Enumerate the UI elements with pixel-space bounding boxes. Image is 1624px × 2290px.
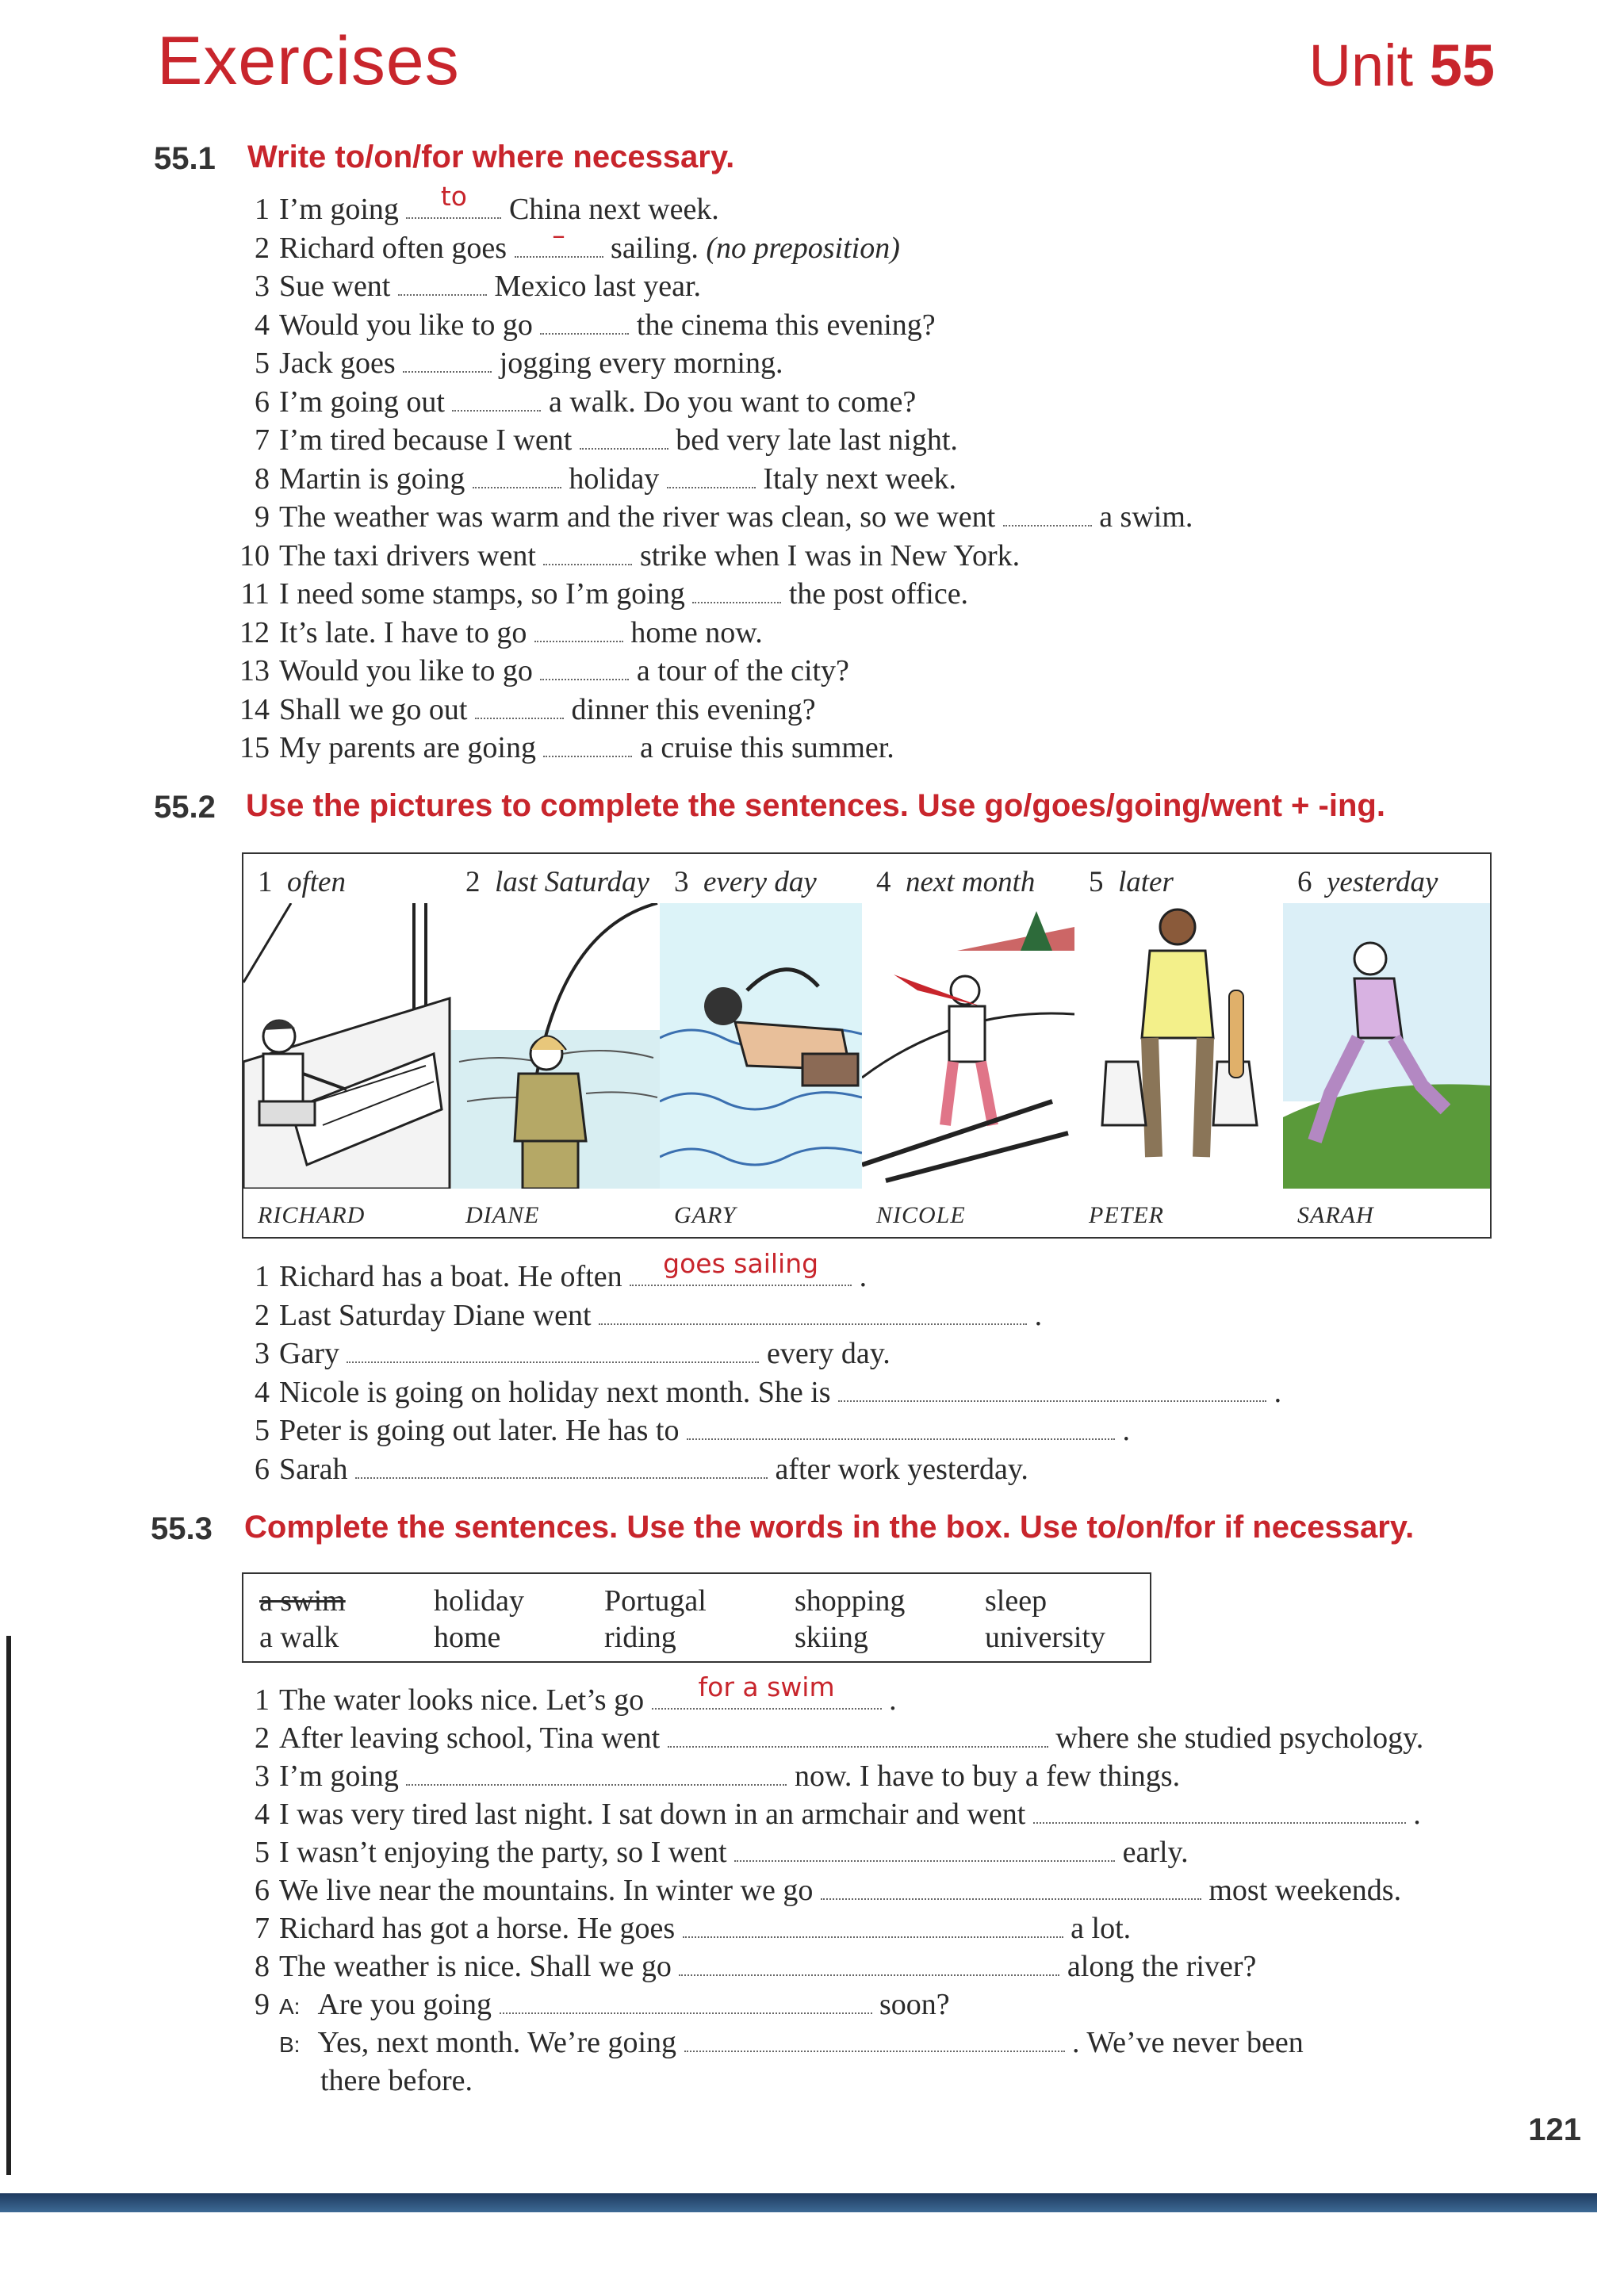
answer-blank[interactable] xyxy=(515,219,603,258)
answer-blank[interactable] xyxy=(355,1453,768,1479)
word-box-item: shopping xyxy=(795,1584,906,1618)
sentence-start: The weather is nice. Shall we go xyxy=(279,1950,672,1983)
item-number: 4 xyxy=(255,308,270,342)
sentence-start: Richard has got a horse. He goes xyxy=(279,1912,676,1945)
exercise-item xyxy=(255,383,917,421)
picture-sarah: 6 yesterday SARAH xyxy=(1283,854,1490,1237)
item-number: 9 xyxy=(255,500,270,534)
sentence-start: Yes, next month. We’re going xyxy=(317,2026,677,2059)
section-55-2-instruction: Use the pictures to complete the sentences. Use go/goes/going/went + -ing. xyxy=(246,788,1385,823)
sentence-end: a tour of the city? xyxy=(636,654,849,687)
exercise-item xyxy=(255,1986,950,2026)
sentence-end: a walk. Do you want to come? xyxy=(548,385,917,419)
section-55-3-instruction: Complete the sentences. Use the words in the box. Use to/on/for if necessary. xyxy=(244,1510,1415,1545)
exercise-item xyxy=(239,652,849,690)
sentence-start: I’m tired because I went xyxy=(279,423,573,457)
item-number: 10 xyxy=(239,538,270,572)
sentence-end: a lot. xyxy=(1071,1912,1132,1945)
item-number: 4 xyxy=(255,1798,270,1831)
answer-blank[interactable] xyxy=(500,1989,872,2014)
exercise-item xyxy=(239,537,1021,575)
item-number: 2 xyxy=(255,1721,270,1755)
item-number: 3 xyxy=(255,1337,270,1370)
item-number: 5 xyxy=(255,347,270,380)
exercise-item xyxy=(255,1450,1028,1488)
answer-blank[interactable] xyxy=(1003,501,1092,527)
sentence-end: jogging every morning. xyxy=(499,347,783,380)
exercise-item xyxy=(255,181,719,228)
sentence-end: . xyxy=(1274,1375,1282,1409)
answer-blank[interactable] xyxy=(821,1875,1201,1900)
picture-diane: 2 last Saturday DIANE xyxy=(451,854,661,1237)
sentence-start: Martin is going xyxy=(279,461,465,496)
answer-blank[interactable] xyxy=(684,2027,1065,2052)
sentence-end: . We’ve never been xyxy=(1072,2026,1304,2059)
item-number: 6 xyxy=(255,1452,270,1486)
answer-blank[interactable] xyxy=(580,424,668,450)
exercise-item xyxy=(255,306,936,344)
word-box-item: a swim xyxy=(259,1584,346,1618)
sentence-start: The taxi drivers went xyxy=(279,538,536,572)
sentence-start: I need some stamps, so I’m going xyxy=(279,577,685,611)
word-box-item: Portugal xyxy=(604,1584,707,1618)
exercise-item xyxy=(255,421,958,459)
sentence-end: Mexico last year. xyxy=(494,270,702,303)
item-number: 13 xyxy=(239,654,270,687)
exercise-item xyxy=(255,219,900,267)
exercise-item xyxy=(255,1719,1424,1757)
answer-blank[interactable] xyxy=(679,1951,1059,1976)
answer-blank[interactable] xyxy=(683,1913,1063,1938)
item-number: 2 xyxy=(255,1298,270,1332)
sentence-end: early. xyxy=(1122,1836,1189,1869)
answer-blank[interactable] xyxy=(599,1300,1027,1325)
answer-blank[interactable] xyxy=(403,347,492,373)
sentence-end: soon? xyxy=(879,1988,950,2021)
exercise-item xyxy=(255,1795,1421,1833)
answer-blank[interactable] xyxy=(687,1415,1115,1440)
item-number: 3 xyxy=(255,1760,270,1793)
item-number: 2 xyxy=(255,231,270,265)
sentence-end: now. I have to buy a few things. xyxy=(794,1760,1181,1793)
page-number: 121 xyxy=(1528,2112,1581,2147)
sentence-start: Nicole is going on holiday next month. She is xyxy=(279,1375,831,1409)
word-box-item: home xyxy=(434,1621,501,1654)
answer-blank[interactable] xyxy=(540,309,629,335)
answer-blank[interactable] xyxy=(473,463,561,488)
running-illustration xyxy=(1283,903,1490,1189)
sentence-end: dinner this evening? xyxy=(571,692,816,726)
sentence-start: Are you going xyxy=(317,1988,492,2021)
sentence-end: along the river? xyxy=(1067,1950,1257,1983)
sentence-start: After leaving school, Tina went xyxy=(279,1721,661,1755)
section-55-3-number: 55.3 xyxy=(151,1511,213,1546)
sentence-start: My parents are going xyxy=(279,731,536,764)
answer-blank[interactable] xyxy=(692,578,781,603)
sentence-start: Would you like to go xyxy=(279,654,533,687)
sentence-end: . xyxy=(859,1260,868,1293)
sentence-end: a cruise this summer. xyxy=(639,731,894,764)
handwritten-answer: to xyxy=(440,181,467,212)
answer-blank[interactable] xyxy=(475,694,564,719)
exercise-item xyxy=(255,267,702,305)
answer-blank[interactable] xyxy=(452,386,541,412)
speaker-label: B: xyxy=(279,2032,301,2057)
exercise-item xyxy=(239,614,763,652)
sentence-start: Jack goes xyxy=(279,347,396,380)
exercise-item xyxy=(255,1373,1282,1411)
sentence-start: Last Saturday Diane went xyxy=(279,1298,592,1332)
answer-blank[interactable] xyxy=(1033,1798,1406,1824)
exercise-item xyxy=(255,1248,868,1296)
sentence-start: Richard often goes xyxy=(279,231,508,265)
exercise-item xyxy=(279,2024,1304,2064)
speaker-label: A: xyxy=(279,1994,301,2019)
exercise-item xyxy=(255,1871,1402,1909)
handwritten-answer: – xyxy=(552,219,565,251)
sentence-start: Richard has a boat. He often xyxy=(279,1260,622,1293)
unit-label: Unit 55 xyxy=(1308,33,1495,98)
picture-nicole: 4 next month NICOLE xyxy=(862,854,1076,1237)
sentence-start: The water looks nice. Let’s go xyxy=(279,1683,645,1717)
sentence-end: strike when I was in New York. xyxy=(639,538,1021,572)
exercise-item xyxy=(239,729,894,767)
answer-blank[interactable] xyxy=(347,1338,759,1363)
sentence-end: . xyxy=(1122,1414,1130,1447)
skiing-illustration xyxy=(862,903,1074,1189)
answer-blank[interactable] xyxy=(667,463,756,488)
item-number: 9 xyxy=(255,1988,270,2021)
answer-blank[interactable] xyxy=(540,655,629,680)
word-box-item: holiday xyxy=(434,1584,524,1618)
exercise-item xyxy=(255,498,1193,536)
sentence-start: Shall we go out xyxy=(279,692,468,726)
item-number: 8 xyxy=(255,1950,270,1983)
picture-gary: 3 every day GARY xyxy=(660,854,864,1237)
word-box-item: sleep xyxy=(985,1584,1048,1618)
bottom-bar xyxy=(0,2193,1597,2212)
word-box xyxy=(242,1572,1151,1663)
item-number: 7 xyxy=(255,1912,270,1945)
word-box-item: riding xyxy=(604,1621,676,1654)
page-title: Exercises xyxy=(157,23,460,99)
sentence-start: It’s late. I have to go xyxy=(279,615,527,649)
item-number: 15 xyxy=(239,731,270,764)
answer-blank[interactable] xyxy=(543,732,632,757)
answer-blank[interactable] xyxy=(630,1248,852,1286)
exercise-item xyxy=(240,575,969,613)
sentence-start: Sarah xyxy=(279,1452,348,1486)
fishing-illustration xyxy=(451,903,660,1189)
sentence-end: Italy next week. xyxy=(763,461,957,496)
answer-blank[interactable] xyxy=(398,270,487,296)
sentence-end: after work yesterday. xyxy=(775,1452,1028,1486)
sentence-start: I’m going xyxy=(279,1760,399,1793)
sentence-end: the cinema this evening? xyxy=(636,308,936,342)
exercise-item xyxy=(255,1833,1189,1871)
item-number: 6 xyxy=(255,1874,270,1907)
item-number: 8 xyxy=(255,461,270,496)
shopping-illustration xyxy=(1074,903,1283,1189)
answer-blank[interactable] xyxy=(668,1722,1048,1748)
handwritten-answer: goes sailing xyxy=(663,1248,819,1279)
sentence-start: I’m going xyxy=(279,193,399,226)
sentence-start: I’m going out xyxy=(279,385,445,419)
sentence-end: . xyxy=(1034,1298,1043,1332)
answer-blank[interactable] xyxy=(838,1377,1266,1402)
exercise-item xyxy=(255,1672,897,1719)
sentence-start: Sue went xyxy=(279,270,391,303)
sentence-end: the post office. xyxy=(788,577,969,611)
picture-richard: 1 often RICHARD xyxy=(243,854,453,1237)
exercise-item xyxy=(255,460,957,498)
sentence-end: every day. xyxy=(766,1337,891,1370)
sentence-end: . xyxy=(889,1683,897,1717)
answer-blank[interactable] xyxy=(543,540,632,565)
word-box-item: a walk xyxy=(259,1621,339,1654)
exercise-item xyxy=(255,344,783,382)
sentence-continuation: there before. xyxy=(320,2064,473,2097)
sentence-end: a swim. xyxy=(1099,500,1193,534)
item-number: 5 xyxy=(255,1414,270,1447)
exercise-item xyxy=(255,1757,1181,1795)
answer-blank[interactable] xyxy=(406,1760,787,1786)
sentence-start: Peter is going out later. He has to xyxy=(279,1414,680,1447)
sentence-end: China next week. xyxy=(508,193,719,226)
answer-blank[interactable] xyxy=(534,617,623,642)
sentence-end: . xyxy=(1413,1798,1421,1831)
left-edge-bar xyxy=(6,1636,11,2175)
picture-peter: 5 later PETER xyxy=(1074,854,1285,1237)
item-number: 12 xyxy=(239,615,270,649)
item-number: 11 xyxy=(240,577,270,611)
answer-blank[interactable] xyxy=(734,1836,1115,1862)
section-55-1-number: 55.1 xyxy=(154,141,216,176)
swimming-illustration xyxy=(660,903,862,1189)
pictures-strip xyxy=(242,852,1492,1239)
sentence-start: We live near the mountains. In winter we go xyxy=(279,1874,814,1907)
exercise-item xyxy=(255,1411,1130,1449)
item-number: 7 xyxy=(255,423,270,457)
sailing-illustration xyxy=(243,903,451,1189)
item-number: 1 xyxy=(255,1683,270,1717)
exercise-item xyxy=(255,1296,1043,1335)
sentence-start: Would you like to go xyxy=(279,308,533,342)
note: (no preposition) xyxy=(706,231,900,265)
sentence-end: bed very late last night. xyxy=(676,423,958,457)
exercise-item xyxy=(255,1947,1257,1986)
item-number: 14 xyxy=(239,692,270,726)
exercise-item xyxy=(255,1909,1132,1947)
sentence-end: holiday xyxy=(569,461,660,496)
sentence-start: I wasn’t enjoying the party, so I went xyxy=(279,1836,727,1869)
item-number: 4 xyxy=(255,1375,270,1409)
sentence-start: The weather was warm and the river was clean, so we went xyxy=(279,500,996,534)
section-55-2-number: 55.2 xyxy=(154,790,216,825)
item-number: 5 xyxy=(255,1836,270,1869)
answer-blank[interactable] xyxy=(652,1672,882,1710)
sentence-start: Gary xyxy=(279,1337,339,1370)
sentence-start: I was very tired last night. I sat down in an armchair and went xyxy=(279,1798,1026,1831)
item-number: 6 xyxy=(255,385,270,419)
word-box-item: university xyxy=(985,1621,1105,1654)
word-box-item: skiing xyxy=(795,1621,868,1654)
answer-blank[interactable] xyxy=(406,181,501,219)
exercise-item xyxy=(239,691,816,729)
sentence-end: where she studied psychology. xyxy=(1055,1721,1424,1755)
item-number: 1 xyxy=(255,193,270,226)
exercise-item xyxy=(255,1335,891,1373)
sentence-end: home now. xyxy=(630,615,763,649)
handwritten-answer: for a swim xyxy=(698,1672,835,1702)
section-55-1-instruction: Write to/on/for where necessary. xyxy=(247,140,735,174)
item-number: 3 xyxy=(255,270,270,303)
sentence-end: sailing. xyxy=(611,231,699,265)
sentence-end: most weekends. xyxy=(1208,1874,1402,1907)
item-number: 1 xyxy=(255,1260,270,1293)
